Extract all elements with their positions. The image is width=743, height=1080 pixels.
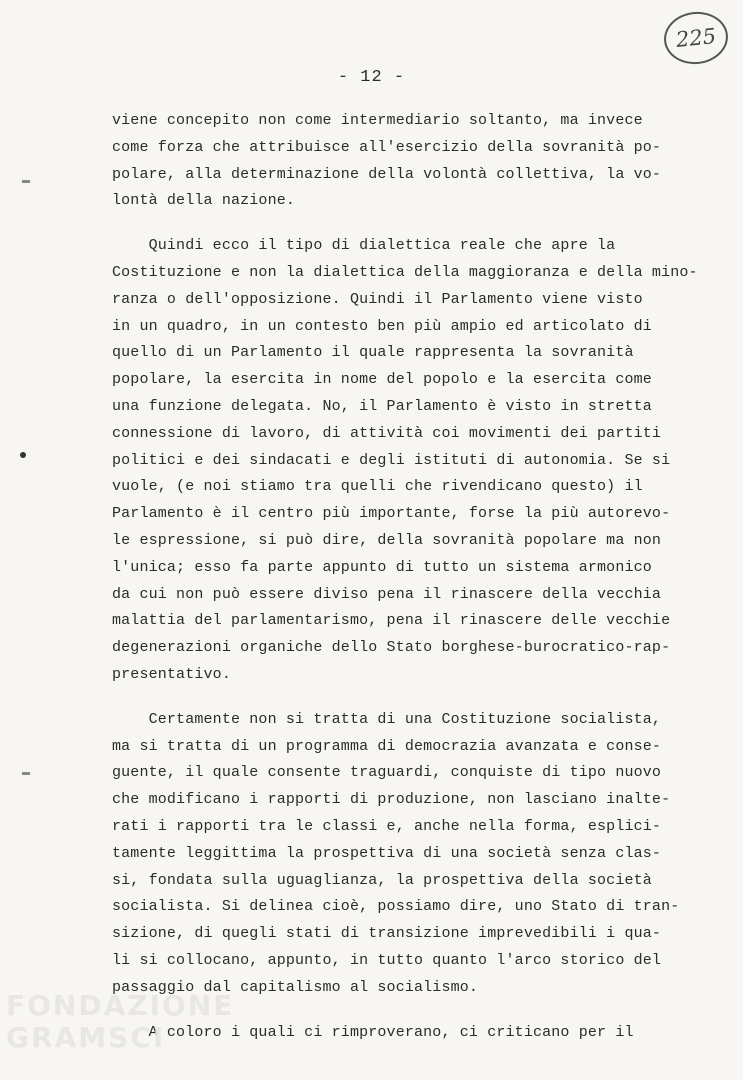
- text-line: si, fondata sulla uguaglianza, la prospettiva della società: [112, 871, 652, 889]
- text-line: rati i rapporti tra le classi e, anche nella forma, esplici-: [112, 817, 662, 835]
- text-line: le espressione, si può dire, della sovranità popolare ma non: [112, 531, 662, 549]
- text-line: A coloro i quali ci rimproverano, ci criticano per il: [112, 1023, 634, 1041]
- text-line: popolare, la esercita in nome del popolo e la esercita come: [112, 371, 652, 389]
- text-line: tamente leggittima la prospettiva di una società senza clas-: [112, 844, 662, 862]
- text-line: presentativo.: [112, 665, 231, 683]
- text-line: viene concepito non come intermediario soltanto, ma invece: [112, 112, 643, 129]
- text-line: degenerazioni organiche dello Stato borghese-burocratico-rap-: [112, 639, 671, 657]
- text-line: polare, alla determinazione della volontà collettiva, la vo-: [112, 165, 662, 183]
- text-line: connessione di lavoro, di attività coi movimenti dei partiti: [112, 424, 662, 442]
- page-number: - 12 -: [337, 68, 406, 87]
- text-line: in un quadro, in un contesto ben più ampio ed articolato di: [112, 317, 652, 335]
- text-line: vuole, (e noi stiamo tra quelli che rivendicano questo) il: [112, 478, 643, 496]
- text-line: Parlamento è il centro più importante, forse la più autorevo-: [112, 505, 671, 523]
- text-line: passaggio dal capitalismo al socialismo.: [112, 978, 479, 996]
- margin-mark: [22, 772, 30, 775]
- text-line: una funzione delegata. No, il Parlamento è visto in stretta: [112, 397, 652, 415]
- text-line: guente, il quale consente traguardi, conquiste di tipo nuovo: [112, 764, 662, 782]
- text-line: Certamente non si tratta di una Costituzione socialista,: [112, 710, 662, 728]
- text-line: Quindi ecco il tipo di dialettica reale che apre la: [112, 237, 616, 255]
- watermark-line: FONDAZIONE: [6, 989, 235, 1022]
- text-line: lontà della nazione.: [112, 192, 296, 210]
- margin-mark: [22, 180, 30, 183]
- paragraph-gap: [112, 215, 712, 233]
- watermark-logo: [6, 989, 235, 1070]
- paragraph-gap: [112, 689, 712, 707]
- text-line: socialista. Si delinea cioè, possiamo dire, uno Stato di tran-: [112, 898, 680, 916]
- text-line: ma si tratta di un programma di democrazia avanzata e conse-: [112, 737, 662, 755]
- text-line: sizione, di quegli stati di transizione imprevedibili i qua-: [112, 925, 662, 943]
- text-line: quello di un Parlamento il quale rappresenta la sovranità: [112, 344, 634, 362]
- archive-number-stamp: [661, 9, 730, 67]
- document-body: [112, 108, 712, 1046]
- text-line: malattia del parlamentarismo, pena il rinascere delle vecchie: [112, 612, 671, 630]
- text-line: da cui non può essere diviso pena il rinascere della vecchia: [112, 585, 662, 603]
- watermark-line: GRAMSCI: [6, 1021, 166, 1054]
- text-line: Costituzione e non la dialettica della maggioranza e della mino-: [112, 263, 698, 281]
- text-line: l'unica; esso fa parte appunto di tutto un sistema armonico: [112, 558, 652, 576]
- archive-number: 225: [674, 23, 718, 53]
- margin-hole-dot: [20, 452, 26, 458]
- text-line: li si collocano, appunto, in tutto quanto l'arco storico del: [112, 951, 662, 969]
- text-line: che modificano i rapporti di produzione, non lasciano inalte-: [112, 791, 671, 809]
- text-line: come forza che attribuisce all'esercizio della sovranità po-: [112, 138, 662, 156]
- text-line: ranza o dell'opposizione. Quindi il Parlamento viene visto: [112, 290, 643, 308]
- text-line: politici e dei sindacati e degli istituti di autonomia. Se si: [112, 451, 671, 469]
